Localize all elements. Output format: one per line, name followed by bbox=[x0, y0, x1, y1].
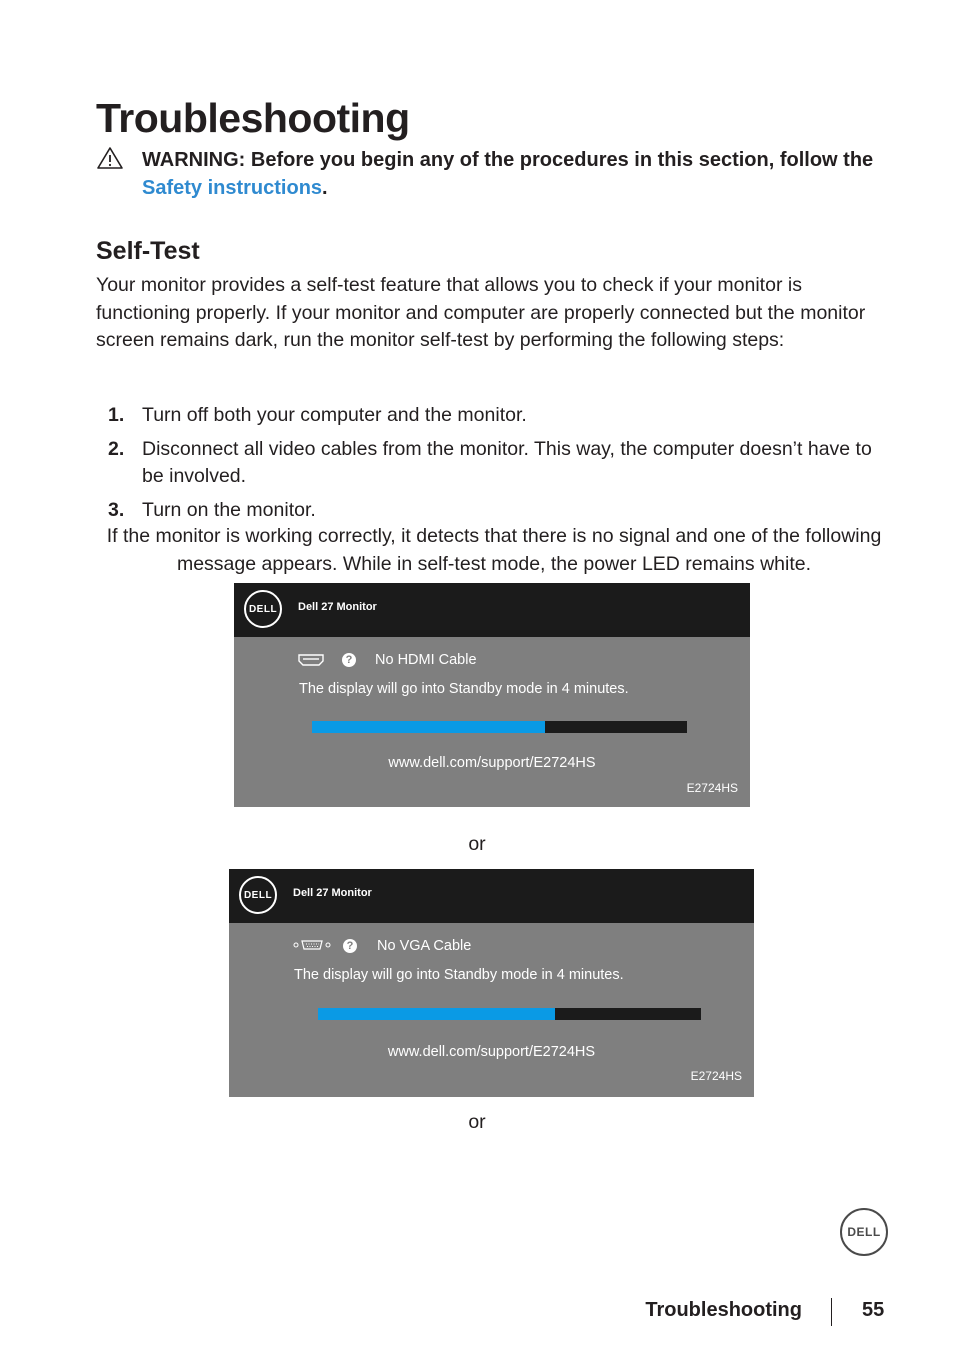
osd-no-vga-message bbox=[229, 869, 754, 1097]
progress-fill bbox=[318, 1008, 555, 1020]
warning-text bbox=[142, 146, 902, 202]
vga-port-icon bbox=[293, 939, 331, 951]
standby-message: The display will go into Standby mode in 4 minutes. bbox=[299, 681, 629, 697]
step-number: 3. bbox=[108, 498, 125, 521]
model-label: E2724HS bbox=[690, 1069, 742, 1083]
step-text: Turn on the monitor. bbox=[142, 498, 316, 521]
question-icon: ? bbox=[343, 939, 357, 953]
osd-no-hdmi-message bbox=[234, 583, 750, 807]
self-test-description: If the monitor is working correctly, it detects that there is no signal and one of the following message appears. While in self-test mode, the power LED remains white. bbox=[106, 525, 882, 575]
progress-fill bbox=[312, 721, 545, 733]
support-url: www.dell.com/support/E2724HS bbox=[388, 755, 596, 771]
standby-progress-bar bbox=[318, 1008, 701, 1020]
dell-logo-icon: DELL bbox=[840, 1208, 888, 1256]
list-item bbox=[96, 497, 896, 525]
dell-logo-icon: DELL bbox=[244, 590, 282, 628]
osd-title: Dell 27 Monitor bbox=[298, 601, 377, 613]
page-title: Troubleshooting bbox=[96, 95, 410, 141]
step-text: Disconnect all video cables from the monitor. This way, the computer doesn’t have to be involved. bbox=[142, 437, 872, 487]
model-label: E2724HS bbox=[686, 781, 738, 795]
safety-instructions-link[interactable]: Safety instructions bbox=[142, 177, 323, 199]
list-item bbox=[96, 436, 896, 491]
osd-title: Dell 27 Monitor bbox=[293, 887, 372, 899]
standby-progress-bar bbox=[312, 721, 687, 733]
footer-section-title: Troubleshooting bbox=[645, 1299, 802, 1321]
warning-suffix: . bbox=[322, 177, 328, 199]
warning-icon bbox=[96, 146, 124, 170]
intro-paragraph: Your monitor provides a self-test feature that allows you to check if your monitor is functioning properly. If your monitor and computer are properly connected but the monitor screen remains dark, run the monitor self-test by performing the following steps: bbox=[96, 274, 866, 351]
footer-divider bbox=[831, 1298, 832, 1326]
step-text: Turn off both your computer and the monitor. bbox=[142, 404, 527, 426]
osd-title-bar bbox=[234, 583, 750, 637]
step-number: 1. bbox=[108, 404, 125, 426]
list-item bbox=[96, 402, 896, 430]
support-url: www.dell.com/support/E2724HS bbox=[387, 1044, 596, 1060]
section-title: Self-Test bbox=[96, 237, 200, 265]
no-cable-label: No HDMI Cable bbox=[375, 652, 477, 668]
dell-logo-icon: DELL bbox=[239, 876, 277, 914]
or-separator: or bbox=[468, 833, 486, 855]
steps-list bbox=[96, 402, 896, 530]
page-number: 55 bbox=[862, 1299, 885, 1321]
step-number: 2. bbox=[108, 437, 125, 460]
question-icon: ? bbox=[342, 653, 356, 667]
osd-title-bar bbox=[229, 869, 754, 923]
no-cable-label: No VGA Cable bbox=[377, 938, 472, 954]
hdmi-port-icon bbox=[298, 654, 324, 666]
standby-message: The display will go into Standby mode in 4 minutes. bbox=[294, 967, 624, 983]
or-separator: or bbox=[468, 1111, 486, 1133]
warning-prefix: WARNING: Before you begin any of the procedures in this section, follow the bbox=[142, 149, 874, 171]
